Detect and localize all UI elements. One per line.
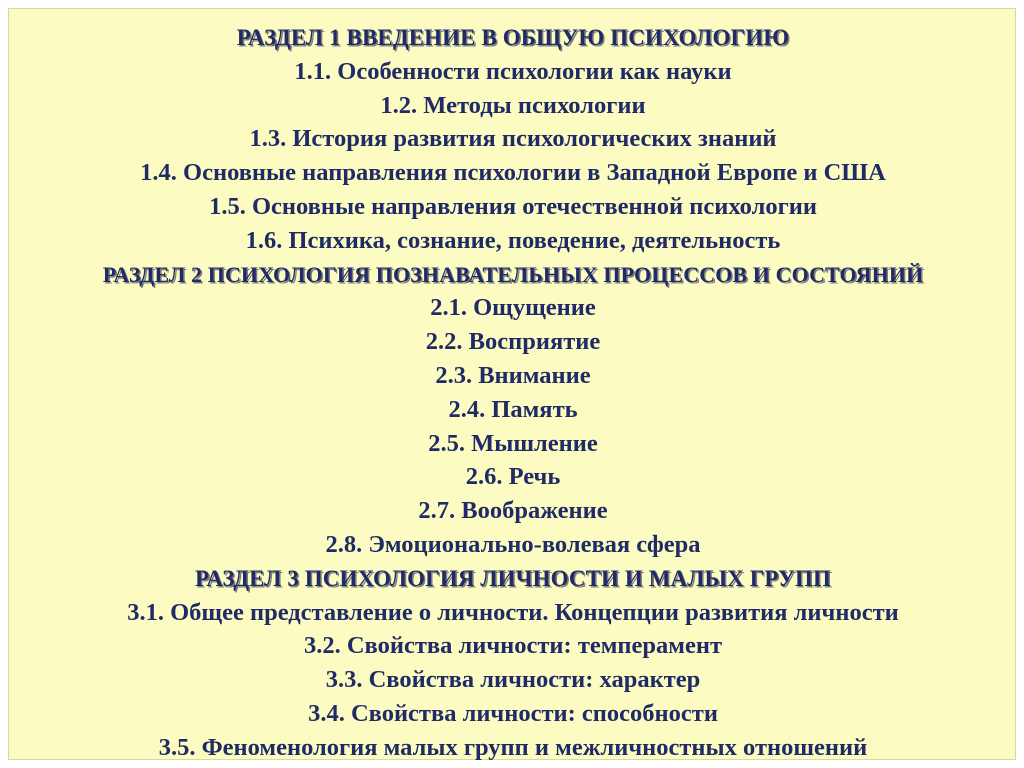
topic-1-3: 1.3. История развития психологических знаний — [249, 125, 777, 153]
topic-3-4: 3.4. Свойства личности: способности — [308, 699, 718, 727]
section-2-heading: РАЗДЕЛ 2 ПСИХОЛОГИЯ ПОЗНАВАТЕЛЬНЫХ ПРОЦЕССОВ И СОСТОЯНИЙ — [102, 261, 924, 287]
topic-2-7: 2.7. Воображение — [418, 497, 608, 525]
topic-1-4: 1.4. Основные направления психологии в Западной Европе и США — [140, 159, 886, 187]
topic-2-4: 2.4. Память — [448, 395, 578, 423]
topic-2-5: 2.5. Мышление — [428, 429, 598, 457]
topic-1-2: 1.2. Методы психологии — [380, 91, 646, 119]
slide — [8, 8, 1016, 760]
section-1-heading: РАЗДЕЛ 1 ВВЕДЕНИЕ В ОБЩУЮ ПСИХОЛОГИЮ — [236, 25, 790, 50]
topic-1-1: 1.1. Особенности психологии как науки — [294, 57, 732, 85]
topic-3-2: 3.2. Свойства личности: темперамент — [303, 632, 723, 660]
topic-2-1: 2.1. Ощущение — [430, 294, 596, 322]
topic-2-2: 2.2. Восприятие — [425, 328, 601, 356]
topic-3-5: 3.5. Феноменология малых групп и межличностных отношений — [158, 733, 868, 761]
topic-3-1: 3.1. Общее представление о личности. Концепции развития личности — [127, 598, 899, 626]
course-outline — [9, 21, 1017, 765]
topic-1-6: 1.6. Психика, сознание, поведение, деятельность — [245, 226, 781, 254]
topic-2-6: 2.6. Речь — [465, 463, 561, 491]
topic-2-8: 2.8. Эмоционально-волевая сфера — [325, 530, 701, 558]
topic-3-3: 3.3. Свойства личности: характер — [325, 666, 701, 694]
topic-1-5: 1.5. Основные направления отечественной психологии — [209, 192, 817, 220]
section-3-heading: РАЗДЕЛ 3 ПСИХОЛОГИЯ ЛИЧНОСТИ И МАЛЫХ ГРУПП — [195, 565, 831, 591]
topic-2-3: 2.3. Внимание — [435, 361, 591, 389]
